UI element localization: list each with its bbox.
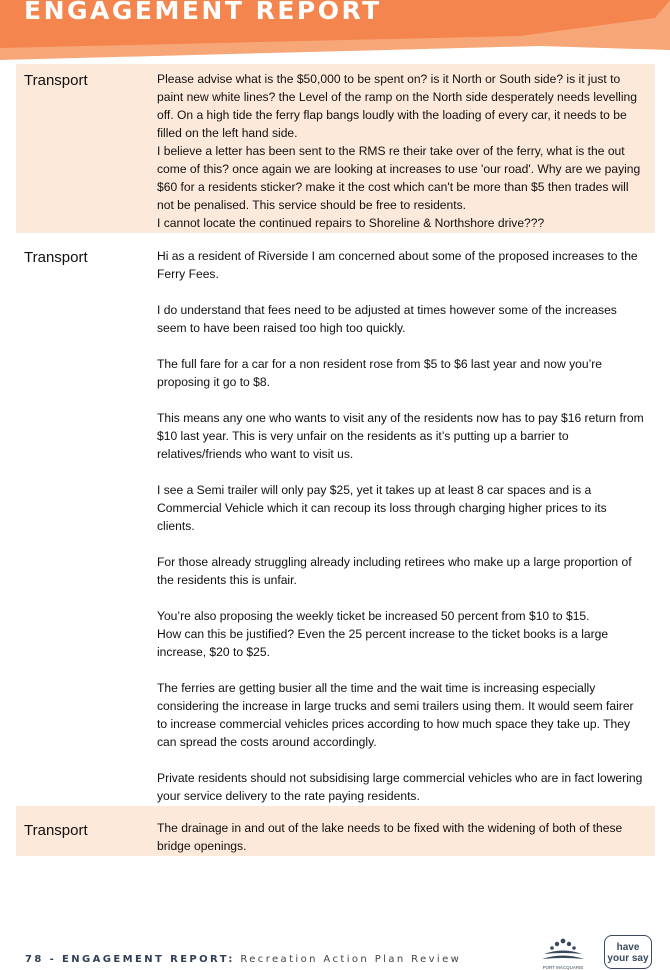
comment-paragraph: I see a Semi trailer will only pay $25, yet it takes up at least 8 car spaces and is a Commercial Vehicle which it can recoup its loss through charging higher prices to its clients. <box>157 483 607 533</box>
comment-paragraph: You’re also proposing the weekly ticket be increased 50 percent from $10 to $15. How can this be justified? Even the 25 percent increase to the ticket books is a large increase, $20 to $25. <box>157 609 609 659</box>
footer-text <box>25 954 461 965</box>
comment-row <box>16 241 655 804</box>
category-label: Transport <box>24 249 88 266</box>
comment-paragraph: The ferries are getting busier all the time and the wait time is increasing especially considering the increase in large trucks and semi trailers using them. It would seem fairer to increase commercial vehicles prices according to how much space they take up. They can spread the costs around accordingly. <box>157 681 634 749</box>
footer-separator: - <box>43 954 63 965</box>
comment-text <box>157 819 647 855</box>
comment-paragraph: The drainage in and out of the lake needs to be fixed with the widening of both of these bridge openings. <box>157 821 623 853</box>
page-number: 78 <box>25 954 44 965</box>
have-your-say-logo: have your say <box>604 935 652 969</box>
council-logo-text: PORT MACQUARIE <box>542 965 584 970</box>
comment-paragraph: For those already struggling already including retirees who make up a large proportion of the residents this is unfair. <box>157 555 632 587</box>
category-label: Transport <box>24 72 88 89</box>
footer-subtitle: Recreation Action Plan Review <box>234 954 462 965</box>
comment-text <box>157 70 647 232</box>
comment-paragraph: Please advise what is the $50,000 to be spent on? is it North or South side? is it just to paint new white lines? the Level of the ramp on the North side desperately needs levelling off. On a high tide the ferry flap bangs loudly with the loading of every car, it needs to be filled on the left hand side. I believe a letter has been sent to the RMS re their take over of the ferry, what is the out come of this? once again we are looking at increases to use 'our road'. Why are we paying $60 for a residents sticker? make it the cost which can't be more than $5 then trades will not be penalised. This service should be free to residents. I cannot locate the continued repairs to Shoreline & Northshore drive??? <box>157 72 641 230</box>
comment-row <box>16 806 655 856</box>
council-logo <box>538 935 588 970</box>
category-label: Transport <box>24 822 88 839</box>
page-title: ENGAGEMENT REPORT <box>24 0 382 25</box>
comment-text <box>157 247 647 805</box>
comment-row <box>16 64 655 233</box>
comment-paragraph: The full fare for a car for a non resident rose from $5 to $6 last year and now you’re proposing it go to $8. <box>157 357 603 389</box>
footer-section: ENGAGEMENT REPORT: <box>62 954 235 965</box>
comment-paragraph: This means any one who wants to visit any of the residents now has to pay $16 return from $10 last year. This is very unfair on the residents as it’s putting up a barrier to relatives/friends who want to visit us. <box>157 411 644 461</box>
comment-paragraph: I do understand that fees need to be adjusted at times however some of the increases seem to have been raised too high too quickly. <box>157 303 617 335</box>
comment-paragraph: Private residents should not subsidising large commercial vehicles who are in fact lowering your service delivery to the rate paying residents. <box>157 771 643 803</box>
comment-paragraph: Hi as a resident of Riverside I am concerned about some of the proposed increases to the Ferry Fees. <box>157 249 638 281</box>
